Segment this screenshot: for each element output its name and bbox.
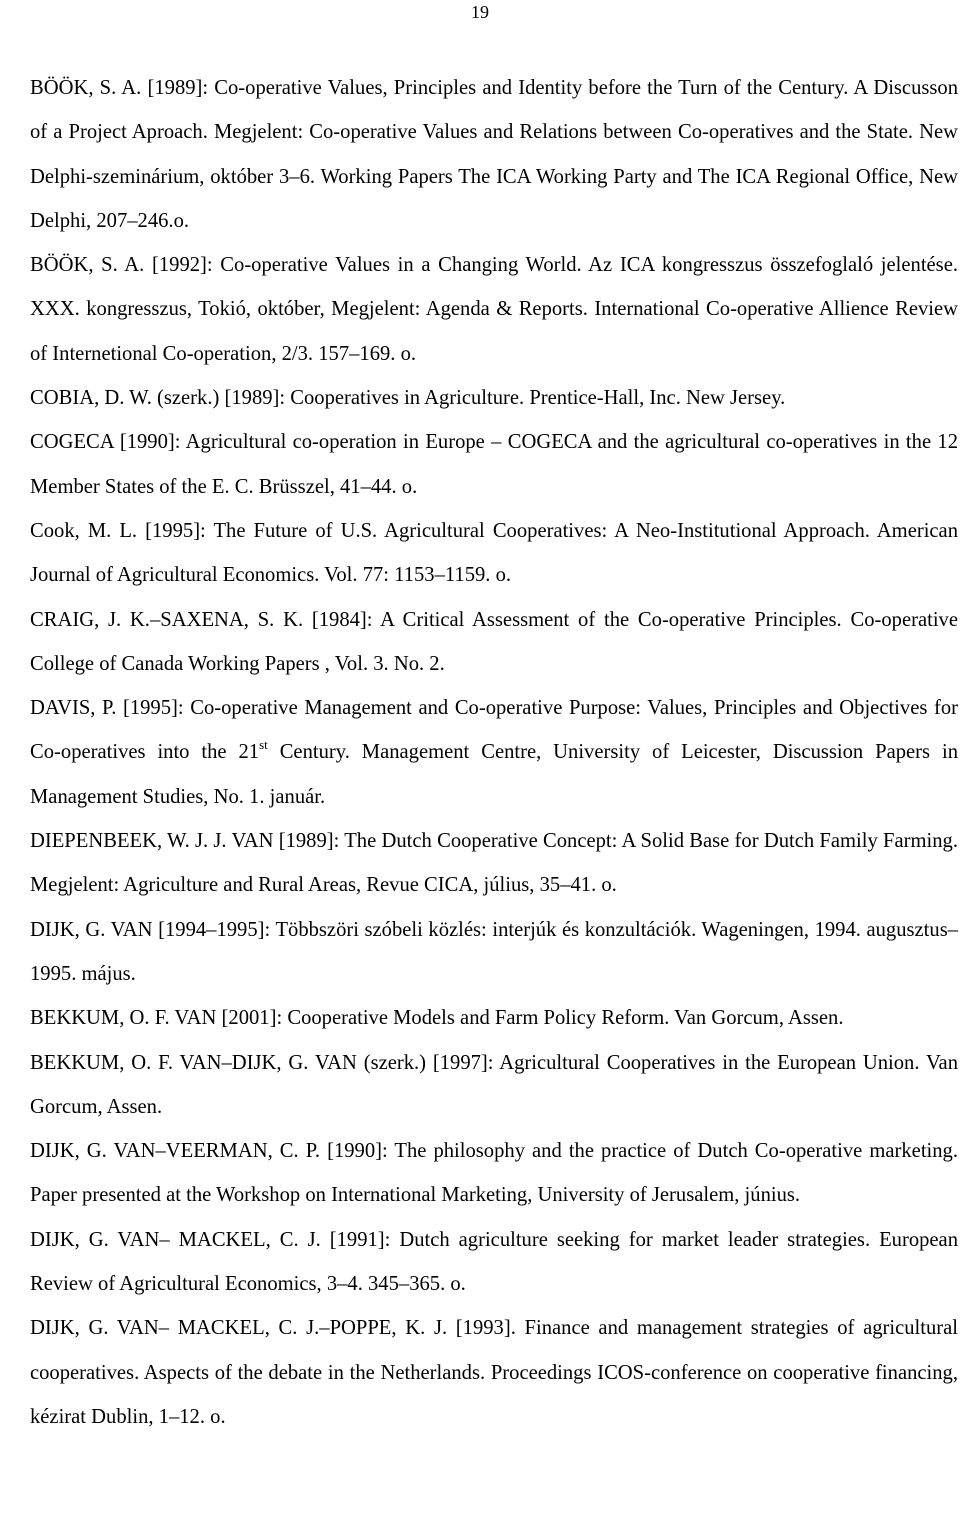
reference-entry	[30, 1218, 958, 1307]
reference-text: [1990]: The philosophy and the practice of Dutch Co-operative marketing. Paper presented at the Workshop on International Marketing, University of Jerusalem, június.	[30, 1140, 958, 1207]
reference-author: DIJK, G. VAN– MACKEL, C. J.–POPPE, K. J.	[30, 1317, 448, 1340]
reference-text: [1989]: Co-operative Values, Principles and Identity before the Turn of the Century. A Discusson of a Project Aproach. Megjelent: Co-operative Values and Relations between Co-operatives and the State. New Delphi-szeminárium, október 3–6. Working Papers The ICA Working Party and The ICA Regional Office, New Delphi, 207–246.o.	[30, 77, 958, 232]
reference-text: [1989]: The Dutch Cooperative Concept: A Solid Base for Dutch Family Farming. Megjelent: Agriculture and Rural Areas, Revue CICA, július, 35–41. o.	[30, 830, 958, 897]
reference-text: [1992]: Co-operative Values in a Changing World. Az ICA kongresszus összefoglaló jelentése. XXX. kongresszus, Tokió, október, Megjelent: Agenda & Reports. International Co-operative Allience Review of Internetional Co-operation, 2/3. 157–169. o.	[30, 254, 958, 365]
reference-entry	[30, 66, 958, 243]
reference-text: [1994–1995]: Többszöri szóbeli közlés: interjúk és konzultációk. Wageningen, 1994. augusztus–1995. május.	[30, 918, 959, 985]
reference-entry	[30, 598, 958, 687]
reference-text: [1984]: A Critical Assessment of the Co-operative Principles. Co-operative College of Canada Working Papers , Vol. 3. No. 2.	[30, 608, 958, 675]
reference-author: DAVIS, P.	[30, 697, 117, 720]
reference-entry	[30, 686, 958, 819]
reference-entry	[30, 1129, 958, 1218]
reference-text: Century. Management Centre, University of Leicester, Discussion Papers in Management Studies, No. 1. január.	[30, 741, 958, 808]
reference-author: Cook, M. L.	[30, 519, 138, 542]
reference-entry	[30, 243, 958, 376]
reference-author: COBIA, D. W.	[30, 387, 152, 410]
reference-text: [1991]: Dutch agriculture seeking for market leader strategies. European Review of Agricultural Economics, 3–4. 345–365. o.	[30, 1228, 958, 1296]
reference-author: DIJK, G. VAN– MACKEL, C. J.	[30, 1228, 321, 1251]
reference-entry	[30, 420, 958, 509]
reference-entry	[30, 908, 958, 997]
reference-text: [2001]: Cooperative Models and Farm Policy Reform. Van Gorcum, Assen.	[216, 1007, 844, 1030]
reference-entry	[30, 996, 958, 1040]
reference-entry	[30, 376, 958, 420]
reference-text: [1990]: Agricultural co-operation in Europe – COGECA and the agricultural co-operatives in the 12 Member States of the E. C. Brüsszel, 41–44. o.	[30, 431, 958, 498]
reference-author: BEKKUM, O. F. VAN	[30, 1007, 217, 1030]
reference-text: (szerk.) [1989]: Cooperatives in Agriculture. Prentice-Hall, Inc. New Jersey.	[151, 387, 786, 410]
reference-list	[30, 66, 958, 1439]
reference-author: DIEPENBEEK, W. J. J. VAN	[30, 830, 274, 853]
reference-text: (szerk.) [1997]: Agricultural Cooperatives in the European Union. Van Gorcum, Assen.	[30, 1051, 958, 1118]
reference-author: BÖÖK, S. A.	[30, 77, 142, 99]
reference-entry	[30, 819, 958, 908]
reference-text: [1995]: Co-operative Management and Co-operative Purpose: Values, Principles and Objectives for Co-operatives into the 21	[30, 697, 958, 764]
reference-author: DIJK, G. VAN	[30, 918, 153, 941]
reference-text: [1995]: The Future of U.S. Agricultural Cooperatives: A Neo-Institutional Approach. American Journal of Agricultural Economics. Vol. 77: 1153–1159. o.	[30, 519, 958, 587]
reference-author: BÖÖK, S. A.	[30, 254, 145, 277]
reference-author: CRAIG, J. K.–SAXENA, S. K.	[30, 608, 304, 631]
page-number: 19	[471, 2, 489, 22]
reference-author: DIJK, G. VAN–VEERMAN, C. P.	[30, 1140, 321, 1163]
reference-author: COGECA	[30, 431, 114, 454]
reference-entry	[30, 509, 958, 598]
reference-entry	[30, 1041, 958, 1130]
reference-entry	[30, 1306, 958, 1439]
reference-author: BEKKUM, O. F. VAN–DIJK, G. VAN	[30, 1051, 357, 1074]
reference-superscript: st	[259, 737, 268, 753]
reference-text: [1993]. Finance and management strategies of agricultural cooperatives. Aspects of the debate in the Netherlands. Proceedings ICOS-conference on cooperative financing, kézirat Dublin, 1–12. o.	[30, 1317, 958, 1428]
